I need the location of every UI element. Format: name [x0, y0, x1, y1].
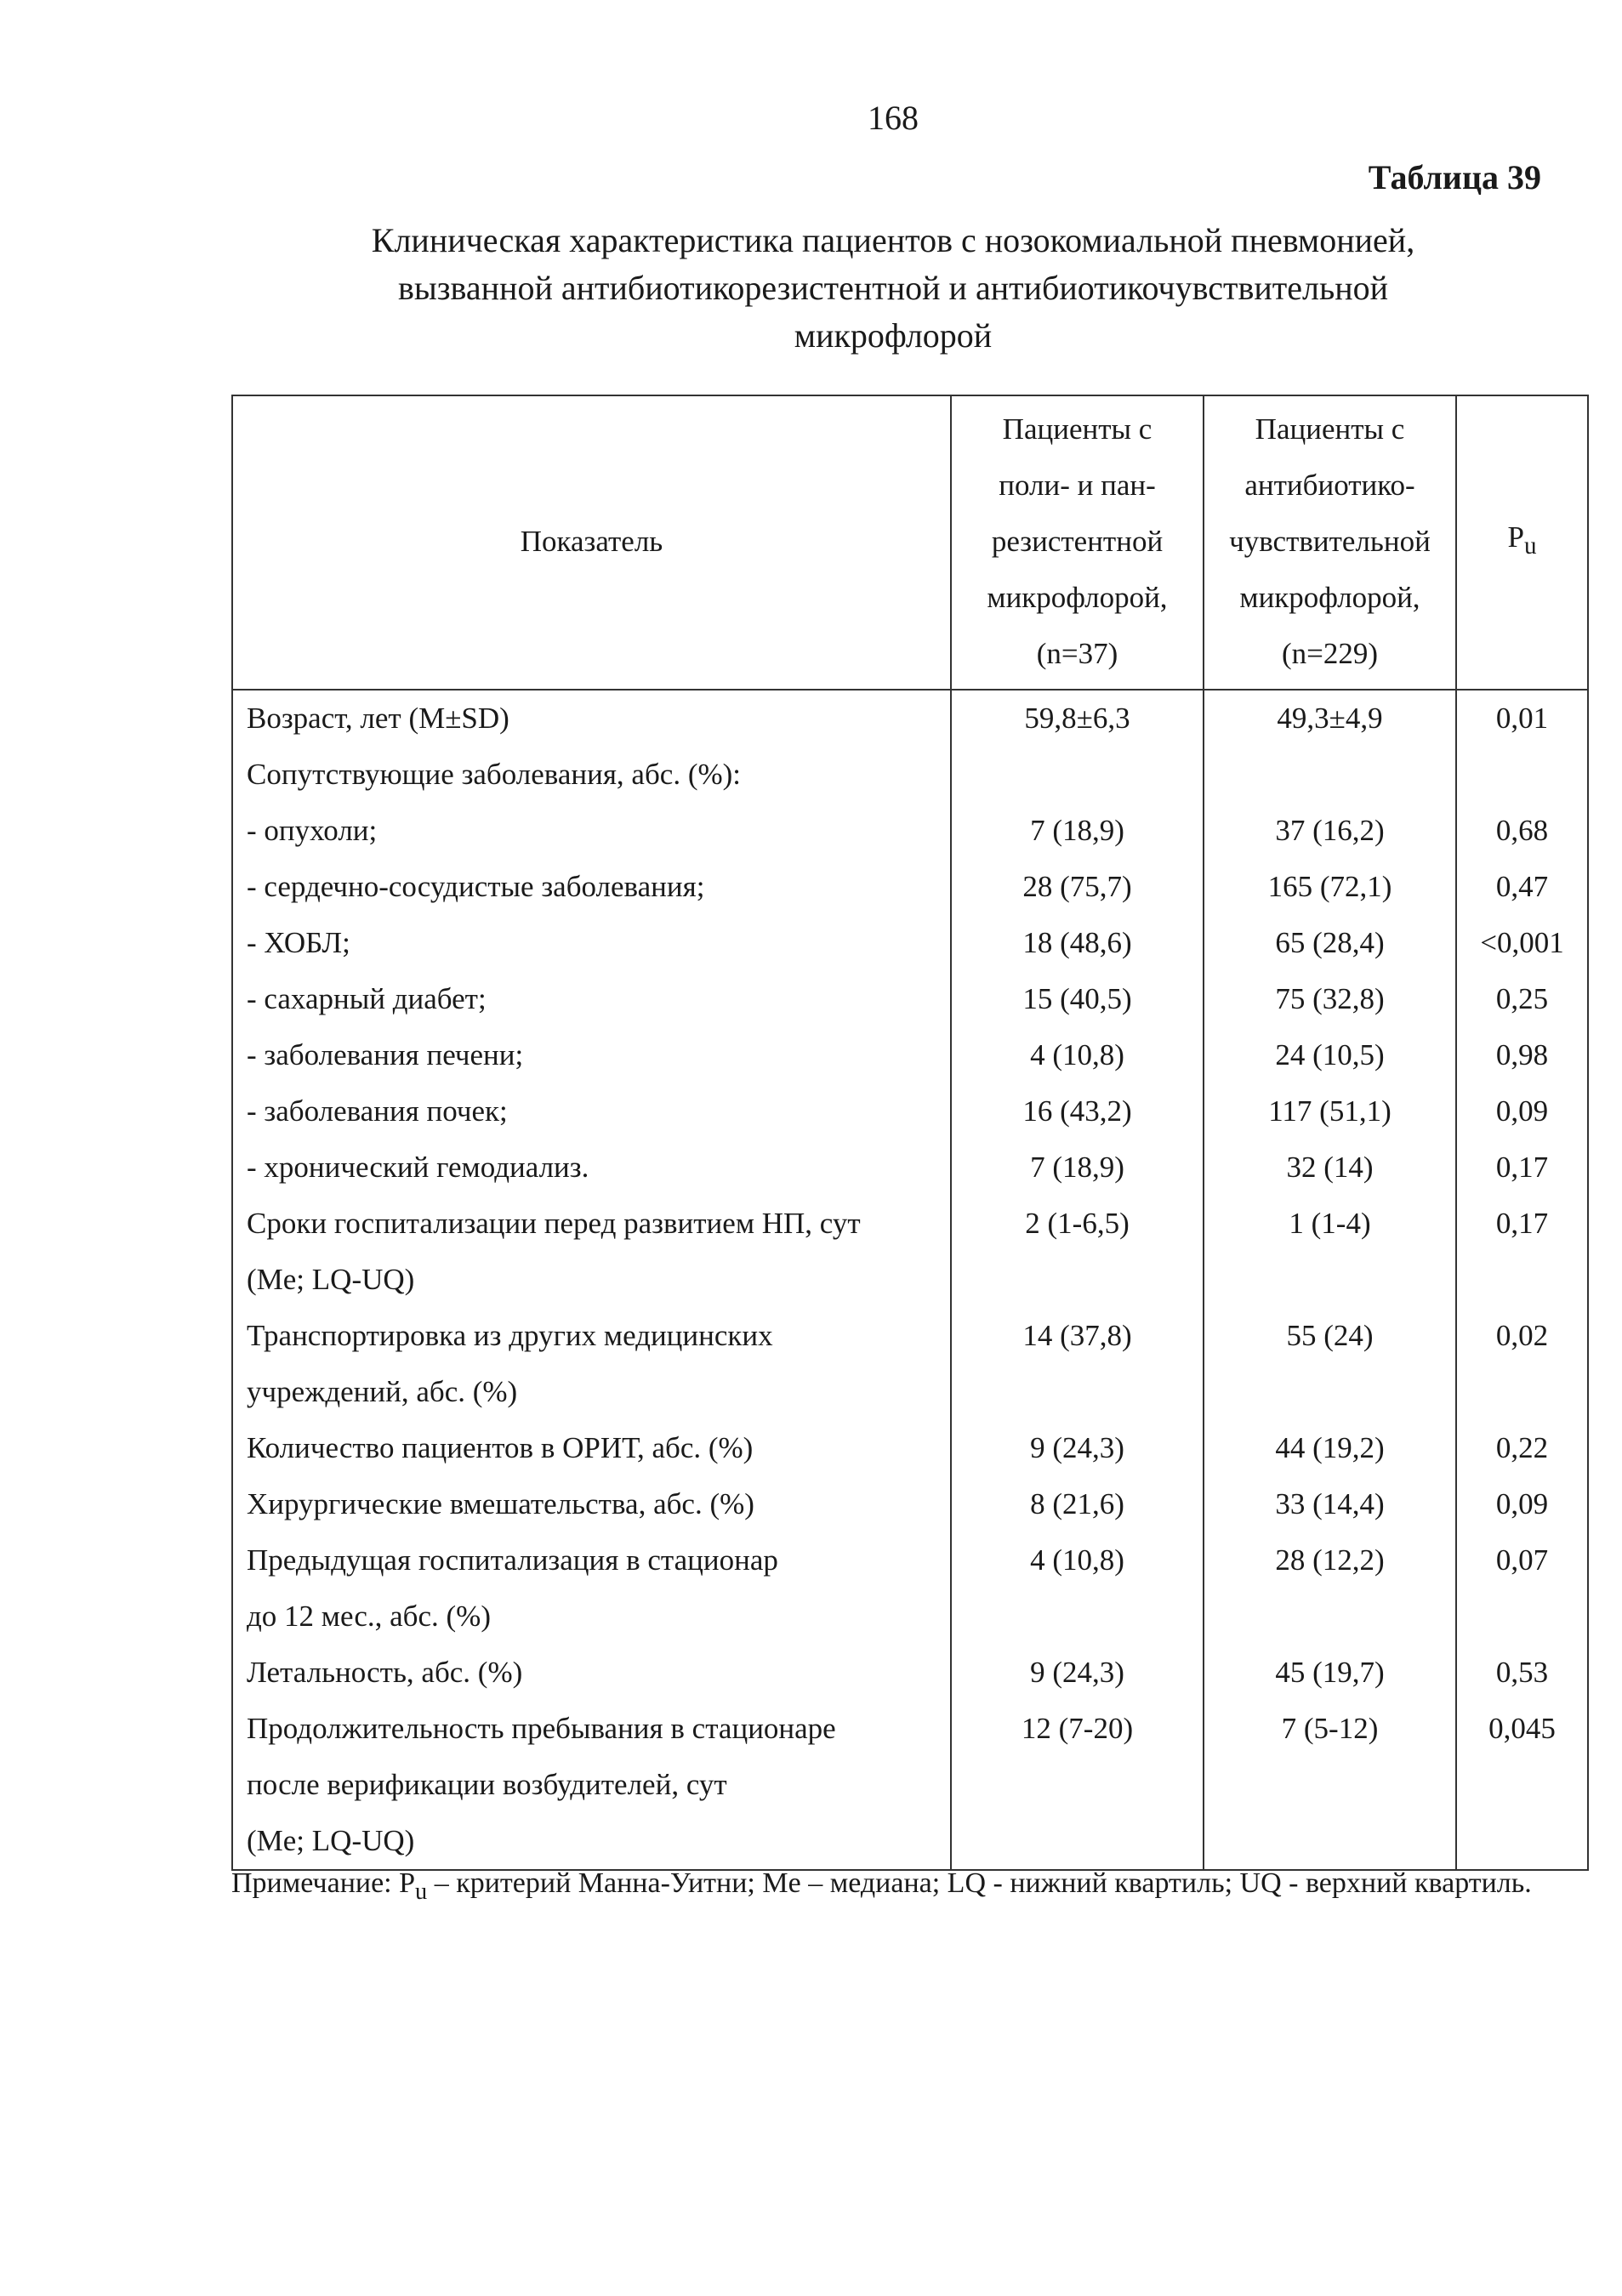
value-p: 0,22 [1456, 1420, 1588, 1476]
caption-line: Клиническая характеристика пациентов с нозокомиальной пневмонией, [371, 221, 1415, 259]
value-resistant: 12 (7-20) [951, 1701, 1204, 1870]
note-prefix: Примечание: P [231, 1867, 416, 1899]
value-resistant [951, 747, 1204, 803]
table-row [232, 1476, 1588, 1532]
table-body [232, 690, 1588, 1870]
row-label-line: Хирургические вмешательства, абс. (%) [247, 1487, 754, 1520]
header-line: микрофлорой, [987, 581, 1168, 614]
value-sensitive: 24 (10,5) [1204, 1027, 1456, 1083]
value-resistant: 18 (48,6) [951, 915, 1204, 971]
caption-line: микрофлорой [794, 316, 993, 355]
value-sensitive: 117 (51,1) [1204, 1083, 1456, 1139]
row-label-line: Количество пациентов в ОРИТ, абс. (%) [247, 1431, 754, 1464]
table-row [232, 915, 1588, 971]
value-p: 0,53 [1456, 1645, 1588, 1701]
header-p-value [1456, 395, 1588, 690]
value-resistant: 9 (24,3) [951, 1645, 1204, 1701]
table-row [232, 1532, 1588, 1645]
value-sensitive: 165 (72,1) [1204, 859, 1456, 915]
row-label-line: (Me; LQ-UQ) [247, 1824, 415, 1857]
table-caption [238, 217, 1548, 360]
value-sensitive: 33 (14,4) [1204, 1476, 1456, 1532]
value-p [1456, 747, 1588, 803]
value-p: 0,07 [1456, 1532, 1588, 1645]
note-subscript: u [415, 1878, 428, 1905]
row-label [232, 747, 951, 803]
value-resistant: 2 (1-6,5) [951, 1196, 1204, 1308]
table-row [232, 859, 1588, 915]
table-row [232, 1196, 1588, 1308]
row-label [232, 1420, 951, 1476]
row-label [232, 915, 951, 971]
value-sensitive: 1 (1-4) [1204, 1196, 1456, 1308]
value-p: 0,01 [1456, 690, 1588, 747]
header-indicator: Показатель [232, 395, 951, 690]
row-label-line: - заболевания печени; [247, 1038, 524, 1071]
row-label [232, 1701, 951, 1870]
value-p: 0,68 [1456, 803, 1588, 859]
table-header-row [232, 395, 1588, 690]
value-sensitive: 49,3±4,9 [1204, 690, 1456, 747]
header-line: чувствительной [1229, 525, 1431, 558]
value-sensitive: 55 (24) [1204, 1308, 1456, 1420]
clinical-characteristics-table [231, 395, 1589, 1871]
value-resistant: 7 (18,9) [951, 803, 1204, 859]
table-row [232, 1083, 1588, 1139]
row-label [232, 1645, 951, 1701]
value-p: 0,47 [1456, 859, 1588, 915]
value-resistant: 28 (75,7) [951, 859, 1204, 915]
header-line: резистентной [991, 525, 1164, 558]
header-line: Пациенты с [1255, 412, 1405, 446]
value-p: 0,02 [1456, 1308, 1588, 1420]
row-label-line: Транспортировка из других медицинских [247, 1319, 773, 1352]
value-sensitive: 28 (12,2) [1204, 1532, 1456, 1645]
table-row [232, 1645, 1588, 1701]
row-label-line: Летальность, абс. (%) [247, 1656, 523, 1689]
row-label-line: - сахарный диабет; [247, 982, 487, 1015]
row-label-line: - сердечно-сосудистые заболевания; [247, 870, 705, 903]
row-label [232, 1196, 951, 1308]
value-resistant: 16 (43,2) [951, 1083, 1204, 1139]
row-label-line: - ХОБЛ; [247, 926, 350, 959]
header-p-subscript: u [1523, 532, 1537, 560]
row-label [232, 690, 951, 747]
row-label [232, 971, 951, 1027]
row-label [232, 859, 951, 915]
row-label-line: до 12 мес., абс. (%) [247, 1600, 491, 1633]
table-row [232, 803, 1588, 859]
header-line: (n=37) [1036, 637, 1118, 670]
table-row [232, 1139, 1588, 1196]
value-p: 0,045 [1456, 1701, 1588, 1870]
value-p: <0,001 [1456, 915, 1588, 971]
note-text: – критерий Манна-Уитни; Me – медиана; LQ - нижний квартиль; UQ - верхний квартиль. [427, 1867, 1532, 1899]
table-row [232, 690, 1588, 747]
value-resistant: 15 (40,5) [951, 971, 1204, 1027]
table-row [232, 971, 1588, 1027]
row-label-line: Возраст, лет (M±SD) [247, 702, 509, 735]
value-sensitive: 75 (32,8) [1204, 971, 1456, 1027]
value-resistant: 14 (37,8) [951, 1308, 1204, 1420]
value-resistant: 7 (18,9) [951, 1139, 1204, 1196]
row-label-line: Сопутствующие заболевания, абс. (%): [247, 758, 742, 791]
row-label [232, 1532, 951, 1645]
row-label [232, 803, 951, 859]
header-sensitive-group [1204, 395, 1456, 690]
table-label: Таблица 39 [1368, 158, 1541, 196]
row-label [232, 1308, 951, 1420]
value-sensitive: 32 (14) [1204, 1139, 1456, 1196]
row-label-line: - заболевания почек; [247, 1094, 508, 1128]
row-label [232, 1476, 951, 1532]
row-label-line: Сроки госпитализации перед развитием НП, сут [247, 1207, 861, 1240]
header-p-letter: P [1507, 520, 1524, 554]
value-sensitive: 37 (16,2) [1204, 803, 1456, 859]
value-resistant: 59,8±6,3 [951, 690, 1204, 747]
value-p: 0,09 [1456, 1083, 1588, 1139]
value-p: 0,09 [1456, 1476, 1588, 1532]
row-label-line: - хронический гемодиализ. [247, 1151, 589, 1184]
value-sensitive: 44 (19,2) [1204, 1420, 1456, 1476]
table-row [232, 1027, 1588, 1083]
row-label-line: после верификации возбудителей, сут [247, 1768, 727, 1801]
table-row [232, 1701, 1588, 1870]
value-sensitive [1204, 747, 1456, 803]
header-line: (n=229) [1281, 637, 1379, 670]
row-label-line: (Me; LQ-UQ) [247, 1263, 415, 1296]
table-row [232, 1420, 1588, 1476]
page-number: 168 [868, 99, 919, 137]
row-label-line: Продолжительность пребывания в стационаре [247, 1712, 836, 1745]
row-label [232, 1139, 951, 1196]
table-note [231, 1864, 1587, 1912]
value-resistant: 4 (10,8) [951, 1027, 1204, 1083]
header-line: антибиотико- [1244, 469, 1415, 502]
value-sensitive: 65 (28,4) [1204, 915, 1456, 971]
table-row [232, 747, 1588, 803]
value-resistant: 8 (21,6) [951, 1476, 1204, 1532]
caption-line: вызванной антибиотикорезистентной и антибиотикочувствительной [397, 269, 1389, 307]
row-label-line: учреждений, абс. (%) [247, 1375, 518, 1408]
table-row [232, 1308, 1588, 1420]
row-label [232, 1027, 951, 1083]
header-resistant-group [951, 395, 1204, 690]
row-label-line: - опухоли; [247, 814, 378, 847]
header-line: поли- и пан- [999, 469, 1156, 502]
value-p: 0,25 [1456, 971, 1588, 1027]
row-label [232, 1083, 951, 1139]
value-sensitive: 45 (19,7) [1204, 1645, 1456, 1701]
header-line: Пациенты с [1002, 412, 1152, 446]
header-line: микрофлорой, [1239, 581, 1420, 614]
value-resistant: 4 (10,8) [951, 1532, 1204, 1645]
value-p: 0,98 [1456, 1027, 1588, 1083]
value-p: 0,17 [1456, 1139, 1588, 1196]
value-resistant: 9 (24,3) [951, 1420, 1204, 1476]
row-label-line: Предыдущая госпитализация в стационар [247, 1543, 778, 1577]
value-sensitive: 7 (5-12) [1204, 1701, 1456, 1870]
value-p: 0,17 [1456, 1196, 1588, 1308]
